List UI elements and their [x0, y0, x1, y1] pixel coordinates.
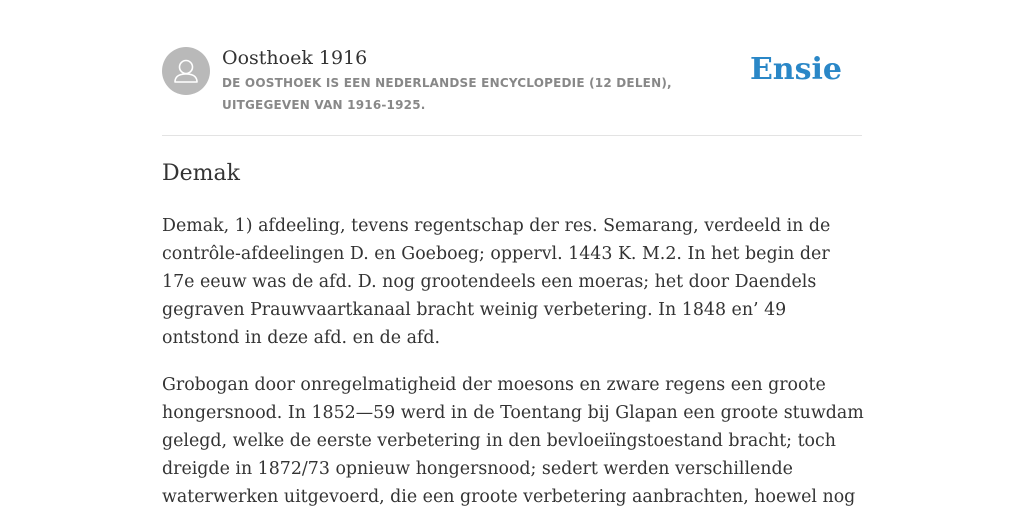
ensie-logo[interactable]: Ensie [749, 52, 842, 87]
user-avatar-icon [162, 47, 210, 95]
entry-title: Demak [162, 161, 240, 186]
entry-paragraph: Grobogan door onregelmatigheid der moesons en zware regens een groote hongersnood. In 1852—59 werd in de Toentang bij Glapan een groote stuwdam gelegd, welke de eerste verbetering in den bevloeiïngstoestand bracht; toch dreigde in 1872/73 opnieuw hongersnood; sedert werden verschillende waterwerken uitgevoerd, die een groote verbetering aanbrachten, hoewel nog [162, 375, 864, 507]
entry-content [162, 212, 866, 512]
source-description: DE OOSTHOEK IS EEN NEDERLANDSE ENCYCLOPEDIE (12 DELEN), UITGEGEVEN VAN 1916-1925. [222, 76, 672, 112]
source-title[interactable]: Oosthoek 1916 [222, 47, 368, 69]
source-header [162, 44, 862, 124]
divider [162, 135, 862, 136]
entry-paragraph: Demak, 1) afdeeling, tevens regentschap der res. Semarang, verdeeld in de contrôle-afdeelingen D. en Goeboeg; oppervl. 1443 K. M.2. In het begin der 17e eeuw was de afd. D. nog grootendeels een moeras; het door Daendels gegraven Prauwvaartkanaal bracht weinig verbetering. In 1848 en’ 49 ontstond in deze afd. en de afd. [162, 216, 831, 348]
